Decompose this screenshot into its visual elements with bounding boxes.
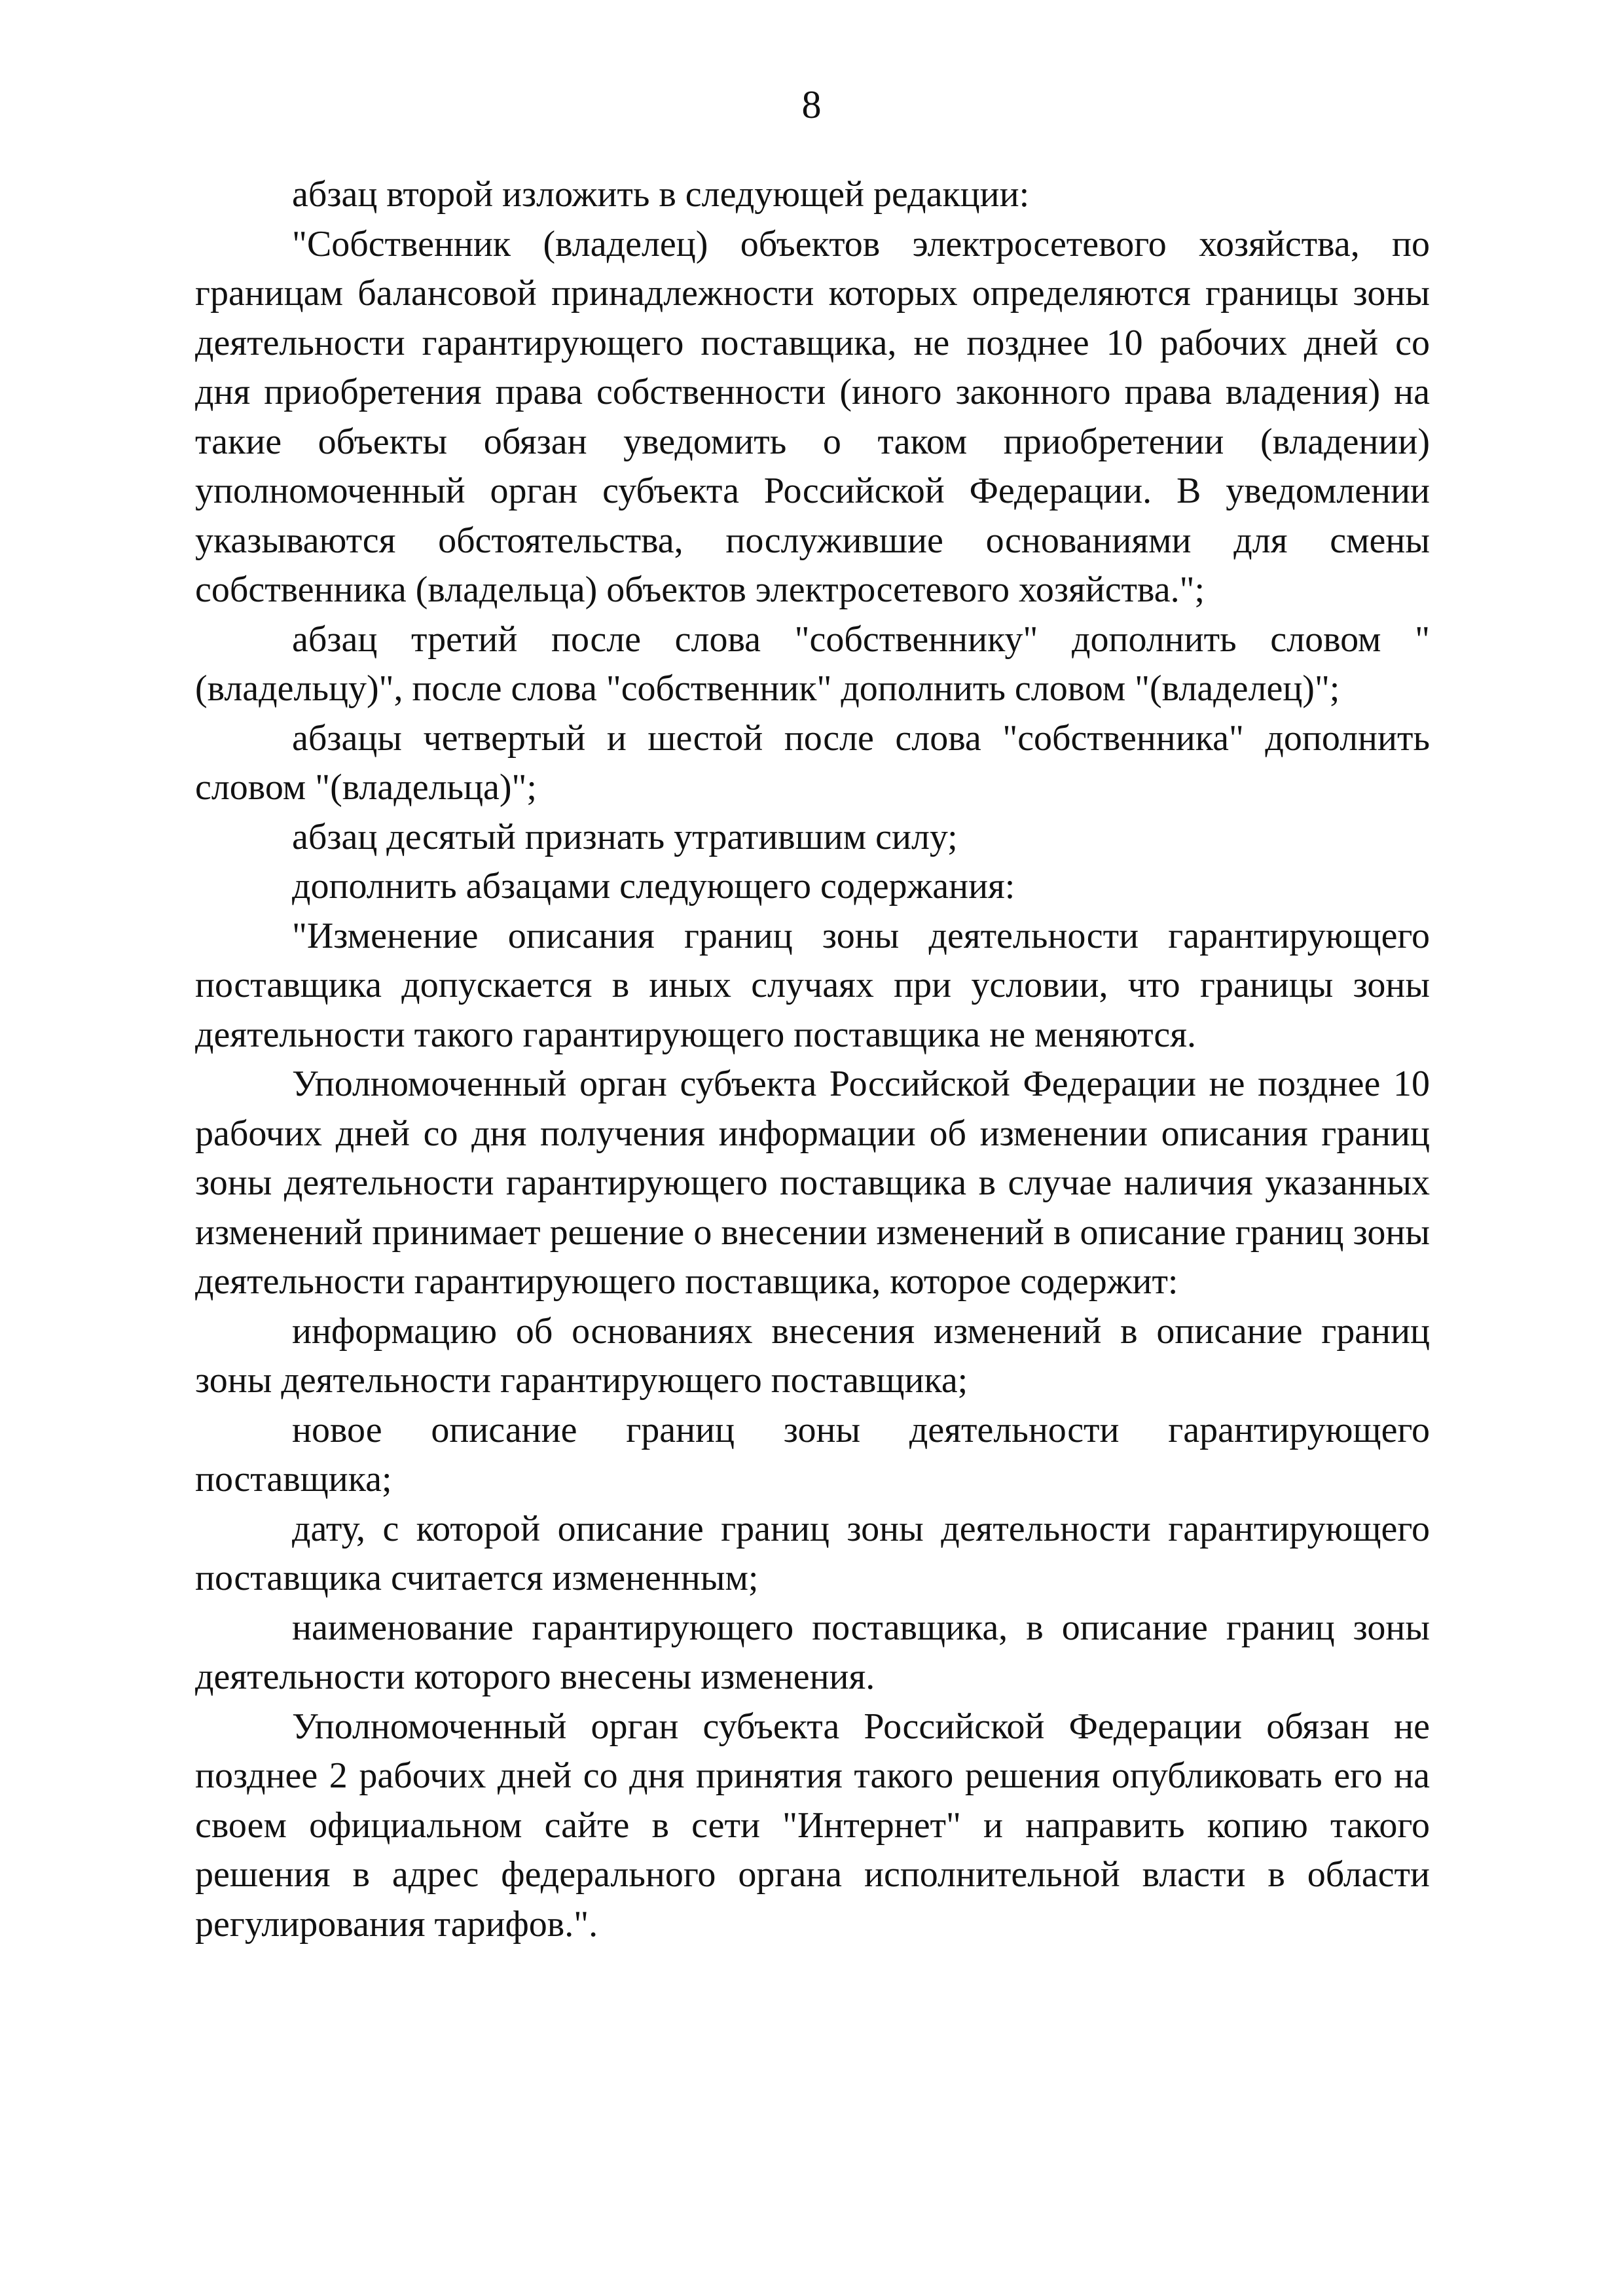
paragraph-10: новое описание границ зоны деятельности гарантирующего поставщика;: [195, 1409, 1430, 1499]
paragraph-12: наименование гарантирующего поставщика, в описание границ зоны деятельности которого внесены изменения.: [195, 1607, 1430, 1697]
paragraph-8: Уполномоченный орган субъекта Российской Федерации не позднее 10 рабочих дней со дня получения информации об изменении описания границ зоны деятельности гарантирующего поставщика в случае наличия указанных изменений принимает решение о внесении изменений в описание границ зоны деятельности гарантирующего поставщика, которое содержит:: [195, 1064, 1430, 1302]
paragraph-3: абзац третий после слова "собственнику" дополнить словом "(владельцу)", после слова "собственник" дополнить словом "(владелец)";: [195, 619, 1430, 709]
paragraph-4: абзацы четвертый и шестой после слова "собственника" дополнить словом "(владельца)";: [195, 717, 1430, 808]
paragraph-2: "Собственник (владелец) объектов электросетевого хозяйства, по границам балансовой принадлежности которых определяются границы зоны деятельности гарантирующего поставщика, не позднее 10 рабочих дней со дня приобретения права собственности (иного законного права владения) на такие объекты обязан уведомить о таком приобретении (владении) уполномоченный орган субъекта Российской Федерации. В уведомлении указываются обстоятельства, послужившие основаниями для смены собственника (владельца) объектов электросетевого хозяйства.";: [195, 223, 1430, 610]
paragraph-13: Уполномоченный орган субъекта Российской Федерации обязан не позднее 2 рабочих дней со дня принятия такого решения опубликовать его на своем официальном сайте в сети "Интернет" и направить копию такого решения в адрес федерального органа исполнительной власти в области регулирования тарифов.".: [195, 1706, 1430, 1945]
paragraph-9: информацию об основаниях внесения изменений в описание границ зоны деятельности гарантирующего поставщика;: [195, 1310, 1430, 1401]
paragraph-6: дополнить абзацами следующего содержания:: [292, 866, 1015, 906]
page-number: 8: [801, 83, 822, 126]
paragraph-7: "Изменение описания границ зоны деятельности гарантирующего поставщика допускается в иных случаях при условии, что границы зоны деятельности такого гарантирующего поставщика не меняются.: [195, 915, 1430, 1055]
document-body: [195, 170, 1430, 1949]
paragraph-11: дату, с которой описание границ зоны деятельности гарантирующего поставщика считается измененным;: [195, 1508, 1430, 1598]
paragraph-5: абзац десятый признать утратившим силу;: [292, 816, 958, 857]
paragraph-1: абзац второй изложить в следующей редакции:: [292, 174, 1030, 215]
